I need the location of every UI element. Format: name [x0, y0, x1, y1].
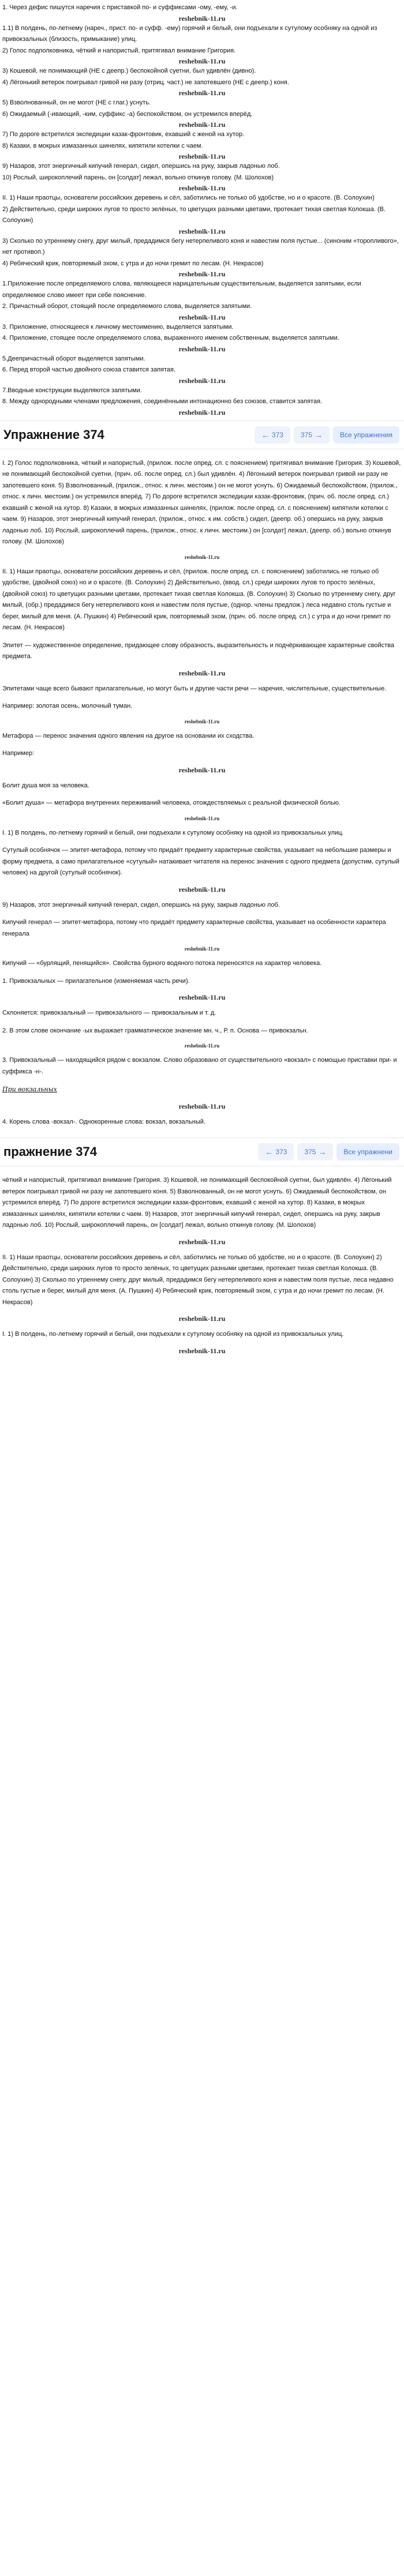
- prev-exercise-button-repeat[interactable]: [258, 1143, 294, 1161]
- analysis-paragraph: Эпитет — художественное определение, придающее слову образность, выразительность и подчёркивающее характерные свойства предмета.: [2, 641, 394, 660]
- solution-line: 2) Действительно, среди широких лугов то просто зелёных, то цветущих разными цветами, протекает тихая светлая Колокша. (В. Солоухин): [2, 205, 386, 224]
- solution-paragraph: чёткий и напористый, притягивал внимание Григория. 3) Кошевой, не понимающий беспокойной суетни, был удивлён. 4) Лёгонький ветерок поигрывал гривой ни разу не запотевшего коня. 5) Взволнованный, он не могот уснуть. 6) Ожидаемый беспокойством, он устремился вперёд. 7) По дороге встретился экспедиции казак-фронтовик, ехавший с женой на хутор. 8) Казаки, в мокрых измазанных шинелях, кипятили котелки с чаем. 9) Назаров, этот энергичный кипучий генерал, сидел, опершись на руку, закрыв ладонью лоб. 10) Рослый, широкоплечий парень, он [солдат] лежал, вольно откинув голову. (М. Шолохов): [2, 1177, 392, 1229]
- watermark: reshebnik-11.ru: [178, 270, 226, 278]
- solution-line: 6) Ожидаемый (-ивающий, -ким, суффикс -а) беспокойством, он устремился вперёд.: [2, 110, 253, 118]
- analysis-paragraph: I. 2) Голос подполковника, чёткий и напористый, (прилож. после опред. сл. с пояснением) притягивал внимание Григория. 3) Кошевой, не понимающий беспокойной суетни, (прич. об. после опред. сл.) был удивлён. 4) Лёгонький ветерок поигрывал гривой ни разу не запотевшего коня. 5) Взволнованный, (прилож., относ. к личн. местоим.) он не могот уснуть. 6) Ожидаемый беспокойством, (прилож., относ. к личн. местоим.) он устремился вперёд. 7) По дороге встретился экспедиции казак-фронтовик, (прич. об. после опред. сл.) ехавший с женой на хутор. 8) Казаки, в мокрых измазанных шинелях, (прилож. после опред. сл. с пояснением) кипятили котелки с чаем. 9) Назаров, этот энергичный кипучий генерал, (прилож., относ. к им. собств.) сидел, (деепр. об.) опершись на руку, закрыв ладонью лоб. 10) Рослый, широкоплечий парень, (прилож., относ. к личн. местоим.) он [солдат] лежал, (деепр. об.) вольно откинув голову. (М. Шолохов): [2, 459, 401, 545]
- solution-paragraph: II. 1) Наши праотцы, основатели российских деревень и сёл, заботились не только об удобстве, но и о красоте. (В. Солоухин) 2) Действительно, среди широких лугов то просто зелёных, то цветущих разными цветами, протекает тихая светлая Колокша. (В. Солоухин) 3) Сколько по утреннему снегу, друг милый, предадимся бегу нетерпеливого коня и навестим поля пустые, леса недавно столь густые и берег, милый для меня. (А. Пушкин) 4) Ребяческий крик, повторяемый эхом, с утра и до ночи гремит по лесам. (Н. Некрасов): [2, 1253, 394, 1306]
- watermark: reshebnik-11.ru: [178, 89, 226, 97]
- solution-line: II. 1) Наши праотцы, основатели российских деревень и сёл, заботились не только об удобстве, но и о красоте. (В. Солоухин): [2, 194, 375, 201]
- exercise-title: Упражнение 374: [3, 427, 104, 442]
- watermark: reshebnik-11.ru: [178, 885, 226, 893]
- watermark: reshebnik-11.ru: [184, 554, 220, 560]
- analysis-paragraph: 2. В этом слове окончание -ых выражает грамматическое значение мн. ч., Р. п. Основа — привокзальн.: [2, 1027, 308, 1034]
- solution-line: 1.1) В полдень, по-летнему (нареч., прист. по- и суфф. -ему) горячий и белый, они подъехали к сутулому особняку на одной из привокзальных (близость, примыкание) улиц.: [2, 24, 377, 43]
- solution-line: 3) Кошевой, не понимающий (НЕ с деепр.) беспокойной суетни, был удивлён (дивно).: [2, 67, 256, 74]
- exercise-pager-repeat: [258, 1143, 404, 1161]
- watermark: reshebnik-11.ru: [178, 765, 226, 774]
- arrow-right-icon: →: [314, 430, 323, 440]
- next-exercise-button-repeat[interactable]: [297, 1143, 333, 1161]
- solution-line: 7) По дороге встретился экспедиции казак-фронтовик, ехавший с женой на хутор.: [2, 131, 245, 138]
- analysis-paragraph: Например: золотая осень, молочный туман.: [2, 703, 133, 709]
- all-exercises-button[interactable]: Все упражнения: [333, 426, 399, 444]
- watermark: reshebnik-11.ru: [178, 344, 226, 353]
- arrow-left-icon: ←: [265, 1147, 274, 1156]
- analysis-paragraph: 4. Корень слова -вокзал-. Однокоренные слова: вокзал, вокзальный.: [2, 1118, 205, 1125]
- solution-text-part1: [0, 0, 404, 420]
- rule-line: 5.Деепричастный оборот выделяется запятыми.: [2, 355, 145, 362]
- watermark: reshebnik-11.ru: [178, 408, 226, 416]
- analysis-paragraph: 3. Привокзальный — находящийся рядом с вокзалом. Слово образовано от существительного «вокзал» с помощью приставки при- и суффикса -н-.: [2, 1057, 397, 1075]
- exercise-header: [0, 420, 404, 449]
- watermark: reshebnik-11.ru: [178, 1102, 226, 1110]
- next-exercise-button[interactable]: [294, 426, 330, 444]
- all-exercises-button-repeat[interactable]: Все упражнени: [336, 1143, 399, 1161]
- rule-line: 3. Приложение, относящееся к личному местоимению, выделяется запятыми.: [2, 323, 234, 331]
- analysis-paragraph: «Болит душа» — метафора внутренних переживаний человека, отождествляемых с реальной физической болью.: [2, 799, 341, 806]
- next-exercise-label: 375: [300, 430, 312, 439]
- watermark: reshebnik-11.ru: [184, 1043, 220, 1049]
- analysis-paragraph: Кипучий — «бурлящий, пенящийся». Свойства бурного водяного потока переносятся на характер человека.: [2, 960, 322, 967]
- solution-line: 4) Ребяческий крик, повторяемый эхом, с утра и до ночи гремит по лесам. (Н. Некрасов): [2, 260, 264, 267]
- watermark: reshebnik-11.ru: [184, 815, 220, 821]
- solution-text-part2: [0, 449, 404, 1138]
- solution-line: 5) Взволнованный, он не могот (НЕ с глаг.) уснуть.: [2, 99, 151, 106]
- prev-exercise-label-repeat: 373: [275, 1148, 287, 1156]
- watermark: reshebnik-11.ru: [178, 1346, 226, 1355]
- watermark: reshebnik-11.ru: [178, 227, 226, 235]
- rule-line: 8. Между однородными членами предложения, соединёнными интонационно без союзов, ставится запятая.: [2, 398, 323, 405]
- solution-line: 2) Голос подполковника, чёткий и напористый, притягивал внимание Григория.: [2, 47, 236, 54]
- watermark: reshebnik-11.ru: [178, 14, 226, 22]
- watermark: reshebnik-11.ru: [178, 121, 226, 129]
- rule-line: 4. Приложение, стоящее после определяемого слова, выраженного именем собственным, выделяется запятыми.: [2, 335, 339, 341]
- exercise-pager: [255, 426, 404, 444]
- watermark: reshebnik-11.ru: [184, 946, 220, 952]
- solution-line: 1. Через дефис пишутся наречия с приставкой по- и суффиксами -ому, -ему, -и.: [2, 4, 238, 11]
- watermark: reshebnik-11.ru: [178, 669, 226, 677]
- analysis-paragraph: 1. Привокзальных — прилагательное (изменяемая часть речи).: [2, 977, 190, 985]
- rule-line: 1.Приложение после определяемого слова, являющееся нарицательным существительным, выделяется запятыми, если определяемое слово имеет при себе пояснение.: [2, 280, 361, 299]
- exercise-title-repeat: пражнение 374: [3, 1144, 97, 1159]
- analysis-paragraph: Болит душа моя за человека.: [2, 782, 89, 789]
- watermark: reshebnik-11.ru: [178, 376, 226, 385]
- watermark: reshebnik-11.ru: [178, 184, 226, 192]
- watermark: reshebnik-11.ru: [178, 313, 226, 321]
- arrow-right-icon: →: [318, 1147, 327, 1156]
- analysis-paragraph: I. 1) В полдень, по-летнему горячий и белый, они подъехали к сутулому особняку на одной из привокзальных улиц.: [2, 829, 344, 836]
- solution-line: 4) Лёгонький ветерок поигрывал гривой ни разу (отриц. част.) не запотевшего (НЕ с деепр.) коня.: [2, 78, 289, 86]
- solution-paragraph: I. 1) В полдень, по-летнему горячий и белый, они подъехали к сутулому особняку на одной из привокзальных улиц.: [2, 1331, 344, 1338]
- watermark: reshebnik-11.ru: [178, 993, 226, 1001]
- rule-line: 7.Вводные конструкции выделяются запятыми.: [2, 386, 142, 394]
- analysis-paragraph: 9) Назаров, этот энергичный кипучий генерал, сидел, опершись на руку, закрыв ладонью лоб.: [2, 901, 280, 908]
- watermark: reshebnik-11.ru: [178, 57, 226, 65]
- analysis-paragraph: Например:: [2, 750, 35, 757]
- watermark: reshebnik-11.ru: [178, 152, 226, 160]
- prev-exercise-button[interactable]: [255, 426, 290, 444]
- analysis-paragraph: Эпитетами чаще всего бывают прилагательные, но могут быть и другие части речи — наречия, числительные, существительные.: [2, 685, 387, 692]
- solution-line: 10) Рослый, широкоплечий парень, он [солдат] лежал, вольно откинув голову. (М. Шолохов): [2, 174, 274, 181]
- handwriting-image: При вокзальных: [2, 1086, 57, 1093]
- solution-line: 8) Казаки, в мокрых измазанных шинелях, кипятили котелки с чаем.: [2, 142, 203, 149]
- analysis-paragraph: Сутулый особнячок — эпитет-метафора, потому что придаёт предмету характерные свойства, указывает на небольшие размеры и форму предмета, а само прилагательное «сутулый» натакивает читателя на перенос значения с одного предмета (допустим, сутулый человек) на другой (сутулый особнячок).: [2, 847, 399, 876]
- analysis-paragraph: Метафора — перенос значения одного явления на другое на основании их сходства.: [2, 732, 255, 739]
- watermark: reshebnik-11.ru: [178, 1237, 226, 1246]
- analysis-paragraph: Кипучий генерал — эпитет-метафора, потому что придаёт предмету характерные свойства, указывает на особенности характера генерала: [2, 919, 386, 937]
- solution-line: 3) Сколько по утреннему снегу, друг милый, предадимся бегу нетерпеливого коня и навестим поля пустые... (синоним «торопливого», нет противоп.): [2, 237, 399, 256]
- next-exercise-label-repeat: 375: [304, 1148, 316, 1156]
- watermark: reshebnik-11.ru: [184, 718, 220, 724]
- analysis-paragraph: Склоняется: привокзальный — привокзального — привокзальным и т. д.: [2, 1009, 216, 1016]
- prev-exercise-label: 373: [271, 430, 283, 439]
- rule-line: 2. Причастный оборот, стоящий после определяемого слова, выделяется запятыми.: [2, 303, 252, 310]
- solution-line: 9) Назаров, этот энергичный кипучий генерал, сидел, опершись на руку, закрыв ладонью лоб.: [2, 163, 280, 170]
- analysis-paragraph: II. 1) Наши праотцы, основатели российских деревень и сёл, (прилож. после опред. сл. с пояснением) заботились не только об удобстве, (двойной союз) но и о красоте. (В. Солоухин) 2) Действительно, (ввод. сл.) среди широких лугов то просто зелёных, (двойной союз) то цветущих разными цветами, протекает тихая светлая Колокша. (В. Солоухин) 3) Сколько по утреннему снегу, друг милый, (обр.) предадимся бегу нетерпеливого коня и навестим поля пустые, (однор. члены предлож.) леса недавно столь густые и берег, милый для меня. (А. Пушкин) 4) Ребяческий крик, повторяемый эхом, (прич. об. после опред. сл.) с утра и до ночи гремит по лесам. (Н. Некрасов): [2, 568, 396, 631]
- watermark: reshebnik-11.ru: [178, 1315, 226, 1323]
- exercise-header-repeat: [0, 1137, 404, 1166]
- arrow-left-icon: ←: [261, 430, 270, 440]
- rule-line: 6. Перед второй частью двойного союза ставится запятая.: [2, 366, 176, 373]
- solution-text-part3: [0, 1166, 404, 1359]
